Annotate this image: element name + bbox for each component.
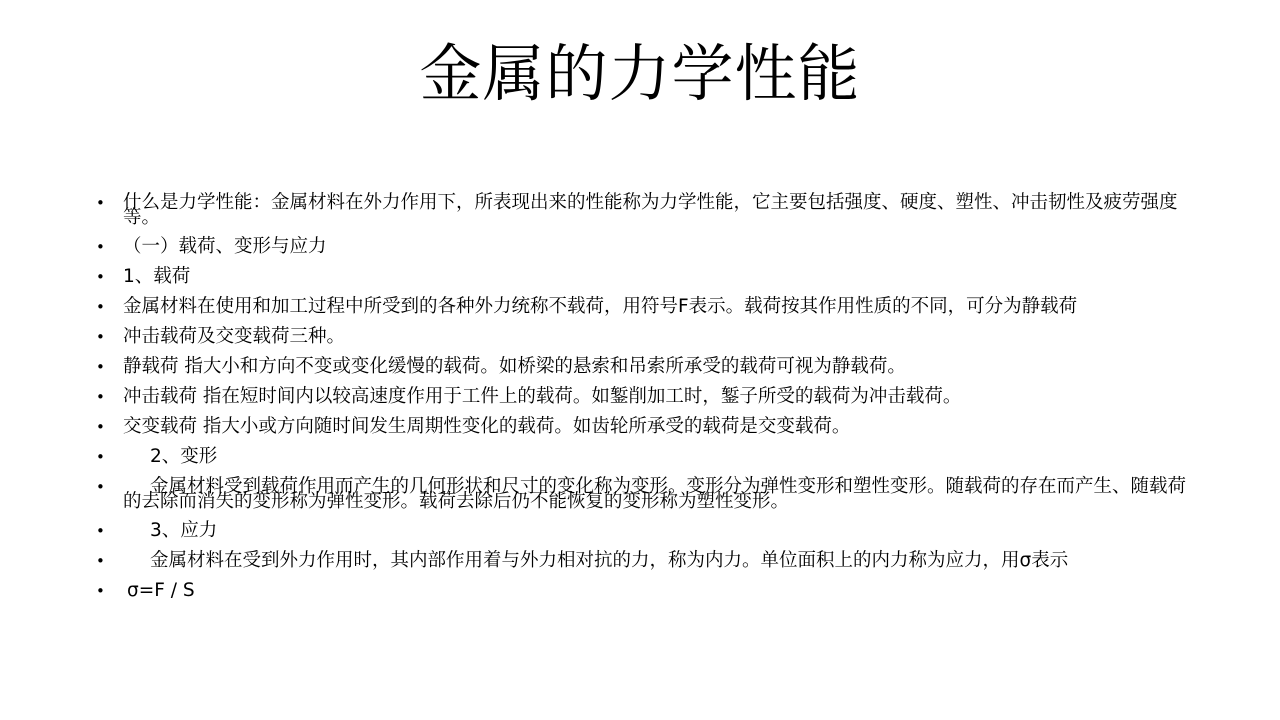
- bullet-dot-icon: •: [96, 268, 105, 286]
- list-item: [96, 576, 1191, 606]
- bullet-text: 1、载荷: [123, 266, 191, 287]
- bullet-text: 冲击载荷 指在短时间内以较高速度作用于工件上的载荷。如錾削加工时，錾子所受的载荷为冲击载荷。: [123, 386, 962, 407]
- list-item: [96, 262, 1191, 292]
- bullet-text: 3、应力: [150, 520, 218, 541]
- bullet-list: [96, 188, 1191, 606]
- bullet-text: 金属材料在使用和加工过程中所受到的各种外力统称不载荷，用符号F表示。载荷按其作用性质的不同，可分为静载荷: [123, 296, 1078, 317]
- bullet-text: 金属材料受到载荷作用而产生的几何形状和尺寸的变化称为变形。变形分为弹性变形和塑性变形。随载荷的存在而产生、随载荷的去除而消失的变形称为弹性变形。载荷去除后仍不能恢复的变形称为塑性变形。: [123, 476, 1187, 512]
- bullet-dot-icon: •: [96, 298, 105, 316]
- list-item: [96, 322, 1191, 352]
- bullet-dot-icon: •: [96, 194, 105, 212]
- list-item: [96, 472, 1191, 516]
- list-item: [96, 232, 1191, 262]
- bullet-text: （一）载荷、变形与应力: [123, 236, 327, 257]
- bullet-text: 金属材料在受到外力作用时，其内部作用着与外力相对抗的力，称为内力。单位面积上的内力称为应力，用σ表示: [150, 550, 1069, 571]
- list-item: [96, 382, 1191, 412]
- bullet-text: 2、变形: [150, 446, 218, 467]
- bullet-dot-icon: •: [96, 478, 105, 496]
- list-item: [96, 412, 1191, 442]
- bullet-dot-icon: •: [96, 448, 105, 466]
- bullet-text: 交变载荷 指大小或方向随时间发生周期性变化的载荷。如齿轮所承受的载荷是交变载荷。: [123, 416, 851, 437]
- bullet-text: 什么是力学性能：金属材料在外力作用下，所表现出来的性能称为力学性能，它主要包括强度、硬度、塑性、冲击韧性及疲劳强度等。: [123, 192, 1178, 228]
- bullet-dot-icon: •: [96, 552, 105, 570]
- bullet-dot-icon: •: [96, 582, 105, 600]
- slide-title: 金属的力学性能: [419, 37, 861, 110]
- list-item: [96, 546, 1191, 576]
- list-item: [96, 516, 1191, 546]
- bullet-dot-icon: •: [96, 358, 105, 376]
- bullet-dot-icon: •: [96, 418, 105, 436]
- list-item: [96, 292, 1191, 322]
- bullet-dot-icon: •: [96, 238, 105, 256]
- bullet-text: 冲击载荷及交变载荷三种。: [123, 326, 346, 347]
- bullet-dot-icon: •: [96, 328, 105, 346]
- bullet-dot-icon: •: [96, 388, 105, 406]
- bullet-dot-icon: •: [96, 522, 105, 540]
- list-item: [96, 352, 1191, 382]
- bullet-text: σ=F / S: [127, 580, 195, 601]
- list-item: [96, 188, 1191, 232]
- list-item: [96, 442, 1191, 472]
- bullet-text: 静载荷 指大小和方向不变或变化缓慢的载荷。如桥梁的悬索和吊索所承受的载荷可视为静载荷。: [123, 356, 906, 377]
